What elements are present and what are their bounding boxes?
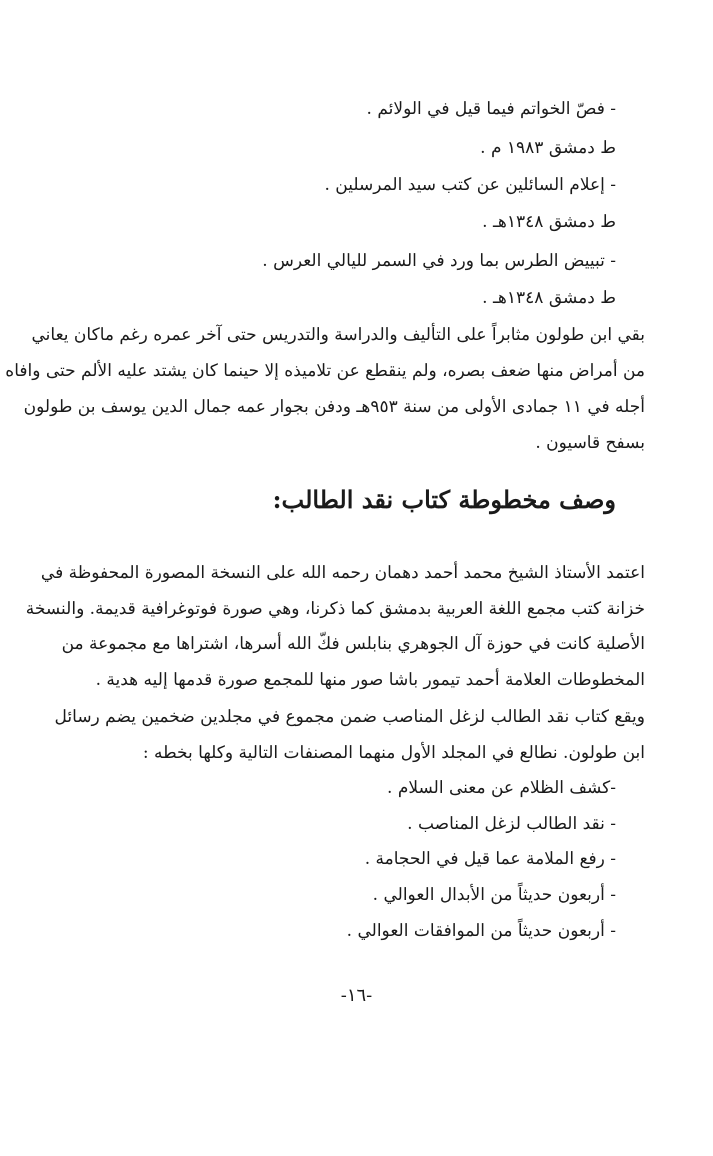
bib-entry: - فصّ الخواتم فيما قيل في الولائم . — [366, 99, 616, 119]
page-number: -١٦- — [340, 985, 373, 1006]
paragraph-line: الأصلية كانت في حوزة آل الجوهري بنابلس فكّ الله أسرها، اشتراها مع مجموعة من — [61, 634, 645, 654]
paragraph-line: اعتمد الأستاذ الشيخ محمد أحمد دهمان رحمه الله على النسخة المصورة المحفوظة في — [40, 563, 645, 583]
paragraph-line: بسفح قاسيون . — [535, 433, 645, 453]
paragraph-line: ابن طولون. نطالع في المجلد الأول منهما المصنفات التالية وكلها بخطه : — [142, 743, 645, 763]
work-list-item: - أربعون حديثاً من الأبدال العوالي . — [372, 885, 616, 905]
paragraph-line: من أمراض منها ضعف بصره، ولم ينقطع عن تلاميذه إلا حينما كان يشتد عليه الألم حتى وافاه — [5, 361, 645, 381]
paragraph-line: المخطوطات العلامة أحمد تيمور باشا صور منها للمجمع صورة قدمها إليه هدية . — [95, 670, 645, 690]
work-list-item: - نقد الطالب لزغل المناصب . — [407, 814, 616, 834]
paragraph-line: خزانة كتب مجمع اللغة العربية بدمشق كما ذكرنا، وهي صورة فوتوغرافية قديمة. والنسخة — [25, 599, 645, 619]
bib-edition: ط دمشق ١٩٨٣ م . — [480, 138, 616, 158]
work-list-item: -كشف الظلام عن معنى السلام . — [387, 778, 616, 798]
paragraph-line: أجله في ١١ جمادى الأولى من سنة ٩٥٣هـ ودفن بجوار عمه جمال الدين يوسف بن طولون — [23, 397, 645, 417]
paragraph-line: بقي ابن طولون مثابراً على التأليف والدراسة والتدريس حتى آخر عمره رغم ماكان يعاني — [31, 325, 645, 345]
bib-edition: ط دمشق ١٣٤٨هـ . — [482, 288, 616, 308]
work-list-item: - رفع الملامة عما قيل في الحجامة . — [364, 849, 616, 869]
section-heading: وصف مخطوطة كتاب نقد الطالب: — [272, 485, 616, 514]
bib-entry: - إعلام السائلين عن كتب سيد المرسلين . — [324, 175, 616, 195]
bib-entry: - تبييض الطرس بما ورد في السمر لليالي العرس . — [262, 251, 616, 271]
work-list-item: - أربعون حديثاً من الموافقات العوالي . — [346, 921, 616, 941]
bib-edition: ط دمشق ١٣٤٨هـ . — [482, 212, 616, 232]
paragraph-line: ويقع كتاب نقد الطالب لزغل المناصب ضمن مجموع في مجلدين ضخمين يضم رسائل — [54, 707, 645, 727]
